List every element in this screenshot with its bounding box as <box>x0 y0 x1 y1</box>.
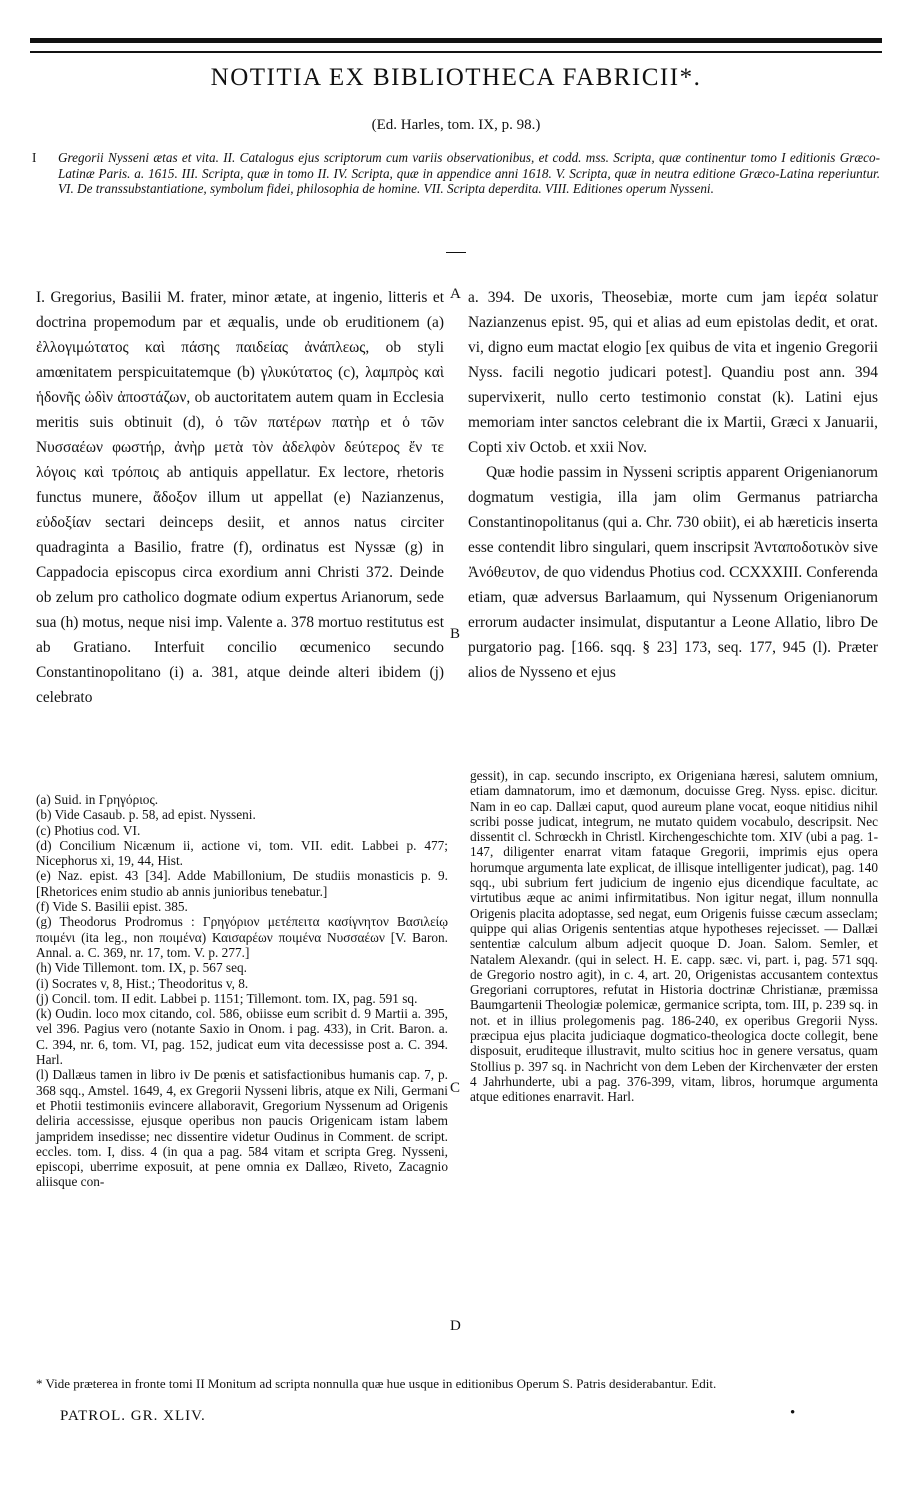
footnote: (j) Concil. tom. II edit. Labbei p. 1151; Tillemont. tom. IX, pag. 591 sq. <box>36 990 418 1006</box>
footnote: (g) Theodorus Prodromus : Γρηγόριον μετέπειτα κασίγνητον Βασιλείῳ ποιμένι (ita leg., non ποιμένα) Καισαρέων ποιμένα Νυσσαέων [V. Baron. Annal. a. C. 369, nr. 17, tom. V. p. 277.] <box>36 914 448 960</box>
footnote: (d) Concilium Nicænum ii, actione vi, tom. VII. edit. Labbei p. 477; Nicephorus xi, 19, 44, Hist. <box>36 837 448 869</box>
page-title: NOTITIA EX BIBLIOTHECA FABRICII*. <box>210 64 702 91</box>
column-marker-d: D <box>450 1318 461 1334</box>
summary-block <box>32 150 880 197</box>
footnote-continuation: gessit), in cap. secundo inscripto, ex Origeniana hæresi, salutem omnium, etiam damnatorum, imo et dæmonum, docuisse Greg. Nyss. episc. dicitur. Nam in eo cap. Dallæi caput, quod aureum plane vocat, eoque nitidius nihil scribi posse judicat, integrum, ne mutato quidem vocabulo, descripsit. Nec dissentit cl. Schrœckh in Christl. Kirchengeschichte tom. XIV (ubi a pag. 1-147, diligenter enarrat vitam fataque Gregorii, imprimis ejus opera horumque argumenta late explicat, de illisque intelligenter judicat), pag. 140 sqq., ubi subrium fert judicium de ingenio ejus dicendique facultate, ac virtutibus æque ac animi infirmitatibus. Non igitur negat, illum nonnulla Origenis placita adoptasse, sed negat, eum Origenis fuisse cæcum asseclam; quippe qui alias Origenis sententias atque hypotheses rejecisset. — Dallæi sententiæ calculum album adjecit quoque D. Joan. Salom. Semler, et Natalem Alexandr. (qui in select. H. E. capp. sæc. vi, part. i, pag. 571 sqq. de Gregorio nostro agit), in c. 4, art. 20, Origenistas accusantem contextus Gregoriani corruptores, refutat in Historia doctrinæ Christianæ, præmissa Baumgartenii Theologiæ polemicæ, germanice scripta, tom. III, p. 239 sq. in not. et in illius prolegomenis pag. 186-240, ex operibus Gregorii Nyss. præcipua ejus placita judiciaque dogmatico-theologica docte collegit, bene disposuit, eruditeque illustravit, multo scitius hoc in genere versatus, quam Stollius p. 397 sq. in Nachricht von dem Leben der Kirchenvæter der ersten 4 Jahrhunderte, ubi a pag. 376-399, vitam, libros, horumque argumenta atque editiones enarravit. Harl. <box>470 768 878 1105</box>
footnote: (l) Dallæus tamen in libro iv De pœnis et satisfactionibus humanis cap. 7, p. 368 sqq., Amstel. 1649, 4, ex Gregorii Nysseni libris, atque ex Nili, Germani et Photii testimoniis evincere allaboravit, Gregorium Nyssenum ad Origenis deliria accessisse, ejusque operibus non paucis Origenicam istam labem jampridem insedisse; nec dissentire videtur Oudinus in Comment. de script. eccles. tom. I, diss. 4 (in qua a pag. 584 vitam et scripta Greg. Nysseni, episcopi, uberrime exposuit, at pene omnia ex Dallæo, Riveto, Zacagnio aliisque con- <box>36 1067 448 1190</box>
footnote: (a) Suid. in Γρηγόριος. <box>36 792 159 807</box>
footnote: (c) Photius cod. VI. <box>36 822 141 838</box>
summary-number: I <box>32 150 37 165</box>
footnote: (h) Vide Tillemont. tom. IX, p. 567 seq. <box>36 960 247 976</box>
footnote: (e) Naz. epist. 43 [34]. Adde Mabillonium, De studiis monasticis p. 9. [Rhetorices enim studio ab annis junioribus tenebatur.] <box>36 868 448 899</box>
top-rule <box>30 38 882 53</box>
paragraph: Quæ hodie passim in Nysseni scriptis apparent Origenianorum dogmatum vestigia, illa jam olim Germanus patriarcha Constantinopolitanus (qui a. Chr. 730 obiit), ei ab hæreticis inserta esse contendit libro singulari, quem inscripsit Ἀνταποδοτικὸν sive Ἀνόθευτον, de quo videndus Photius cod. CCXXXIII. Conferenda etiam, quæ adversus Barlaamum, qui Nyssenum Origenianorum errorum audacter insimulat, disputantur a Leone Allatio, libro De purgatorio pag. [166. sqq. § 23] 173, seq. 177, 945 (l). Præter alios de Nysseno et ejus <box>468 464 878 681</box>
column-marker-b: B <box>450 626 461 642</box>
footnote: (b) Vide Casaub. p. 58, ad epist. Nysseni. <box>36 807 256 823</box>
summary-text: Gregorii Nysseni ætas et vita. II. Catalogus ejus scriptorum cum variis observationibus, et codd. mss. Scripta, quæ continentur tomo I editionis Græco-Latinæ Paris. a. 1615. III. Scripta, quæ in tomo II. IV. Scripta, quæ in appendice anni 1618. V. Scripta, quæ in neutra editione Græco-Latina reperiuntur. VI. De transsubstantiatione, symbolum fidei, philosophia de homine. VII. Scripta deperdita. VIII. Editiones operum Nysseni. <box>58 150 880 196</box>
column-marker-c: C <box>450 1080 461 1096</box>
footnotes-left <box>36 792 448 1190</box>
footnotes-right <box>470 768 878 1105</box>
separator-dash <box>446 252 466 253</box>
footer-dot: • <box>790 1405 796 1421</box>
page-footer: PATROL. GR. XLIV. <box>60 1408 206 1424</box>
main-text-right <box>468 285 878 685</box>
footnote: (i) Socrates v, 8, Hist.; Theodoritus v, 8. <box>36 975 249 991</box>
main-text-left <box>36 285 444 710</box>
paragraph: a. 394. De uxoris, Theosebiæ, morte cum jam ἱερέα solatur Nazianzenus epist. 95, qui et alias ad eum epistolas dedit, et orat. vi, digno eum mactat elogio [ex quibus de vita et ingenio Gregorii Nyss. facili negotio judicari potest]. Quandiu post ann. 394 supervixerit, nullo certo testimonio constat (k). Latini ejus memoriam inter sanctos celebrant die ix Martii, Græci x Januarii, Copti xiv Octob. et xxii Nov. <box>468 289 878 456</box>
paragraph: I. Gregorius, Basilii M. frater, minor ætate, at ingenio, litteris et doctrina propemodum par et æqualis, unde ob eruditionem (a) ἐλλογιμώτατος καὶ πάσης παιδείας ἀνάπλεως, ob styli amœnitatem perspicuitatemque (b) γλυκύτατος (c), λαμπρὸς καὶ ἡδονῆς ὠδὶν ἀποστάζων, ob auctoritatem autem quam in Ecclesia meritis suis obtinuit (d), ὁ τῶν πατέρων πατὴρ et ὁ τῶν Νυσσαέων φωστήρ, ἀνὴρ μετὰ τὸν ἀδελφὸν δεύτερος ἔν τε λόγοις καὶ τρόποις ab antiquis appellatur. Ex lectore, rhetoris functus munere, ἄδοξον illum ut appellat (e) Nazianzenus, εὐδοξίαν sectari deinceps desiit, et annos natus circiter quadraginta a Basilio, fratre (f), ordinatus est Nyssæ (g) in Cappadocia episcopus circa exordium anni Christi 372. Deinde ob zelum pro catholico dogmate odium expertus Arianorum, sede sua (h) motus, neque nisi imp. Valente a. 378 mortuo restitutus est ab Gratiano. Interfuit concilio œcumenico secundo Constantinopolitano (i) a. 381, atque deinde alteri ibidem (j) celebrato <box>36 289 444 706</box>
footnote: (k) Oudin. loco mox citando, col. 586, obiisse eum scribit d. 9 Martii a. 395, vel 396. Pagius vero (notante Saxio in Onom. i pag. 433), in Crit. Baron. a. C. 394, nr. 6, tom. VI, pag. 152, judicat eum vita decessisse post a. C. 394. Harl. <box>36 1006 448 1068</box>
column-marker-a: A <box>450 286 461 302</box>
footnote: (f) Vide S. Basilii epist. 385. <box>36 899 188 915</box>
editor-footnote: * Vide præterea in fronte tomi II Monitum ad scripta nonnulla quæ hue usque in editionibus Operum S. Patris desiderabantur. Edit. <box>36 1376 717 1391</box>
edition-line: (Ed. Harles, tom. IX, p. 98.) <box>371 117 541 133</box>
